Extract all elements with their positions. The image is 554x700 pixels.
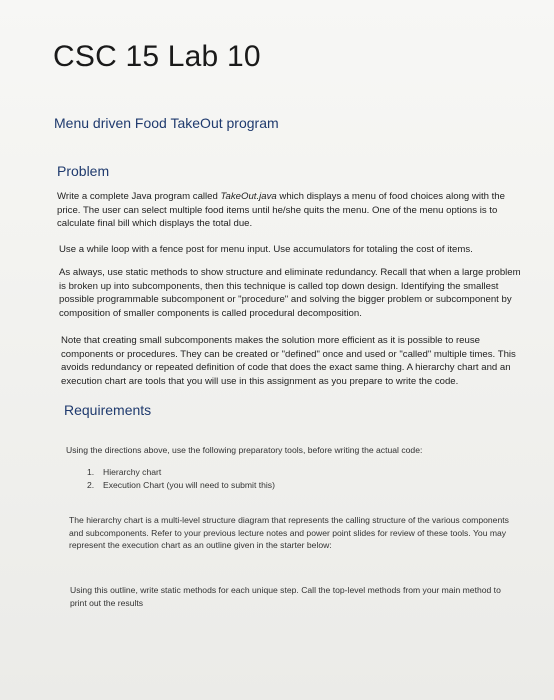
list-item-number: 1. xyxy=(87,467,95,477)
requirements-paragraph-2: The hierarchy chart is a multi-level structure diagram that represents the calling structure of the various components and subcomponents. Refer to your previous lecture notes and power point slides for review of these tools. You may represent the execution chart as an outline given in the starter below: xyxy=(69,515,509,551)
requirements-heading: Requirements xyxy=(64,402,152,418)
preparatory-tools-list xyxy=(87,466,275,492)
requirements-intro: Using the directions above, use the following preparatory tools, before writing the actual code: xyxy=(66,445,423,455)
requirements-paragraph-3: Using this outline, write static methods for each unique step. Call the top-level methods from your main method to print out the results xyxy=(70,585,501,608)
problem-paragraph-2: Use a while loop with a fence post for menu input. Use accumulators for totaling the cost of items. xyxy=(59,244,473,255)
problem-heading: Problem xyxy=(57,163,110,179)
problem-paragraph-1-end: which displays a menu of food choices along with the price. The user can select multiple food items until he/she quits the menu. One of the menu options is to calculate final bill which displays the total due. xyxy=(57,191,505,230)
page-title: CSC 15 Lab 10 xyxy=(53,40,261,73)
list-item-number: 2. xyxy=(87,480,95,490)
list-item-text: Hierarchy chart xyxy=(103,467,162,477)
problem-paragraph-4: Note that creating small subcomponents makes the solution more efficient as it is possible to reuse components or procedures. They can be created or "defined" once and used or "called" multiple times. This avoids redundancy or repeated definition of code that does the exact same thing. A hierarchy chart and an execution chart are tools that you will use in this assignment as you prepare to write the code. xyxy=(61,335,516,387)
list-item-text: Execution Chart (you will need to submit this) xyxy=(103,480,275,490)
problem-paragraph-3: As always, use static methods to show structure and eliminate redundancy. Recall that when a large problem is broken up into subcomponents, then this technique is called top down design. Identifying the smallest possible programmable subcomponent or "procedure" and solving the bigger problem or subcomponent by composition of smaller components is called procedural decomposition. xyxy=(59,267,521,319)
list-item xyxy=(87,479,275,492)
program-filename: TakeOut.java xyxy=(220,191,277,202)
document-subtitle: Menu driven Food TakeOut program xyxy=(54,115,279,131)
problem-paragraph-1 xyxy=(57,190,527,231)
problem-paragraph-1-start: Write a complete Java program called xyxy=(57,191,221,202)
list-item xyxy=(87,466,275,479)
